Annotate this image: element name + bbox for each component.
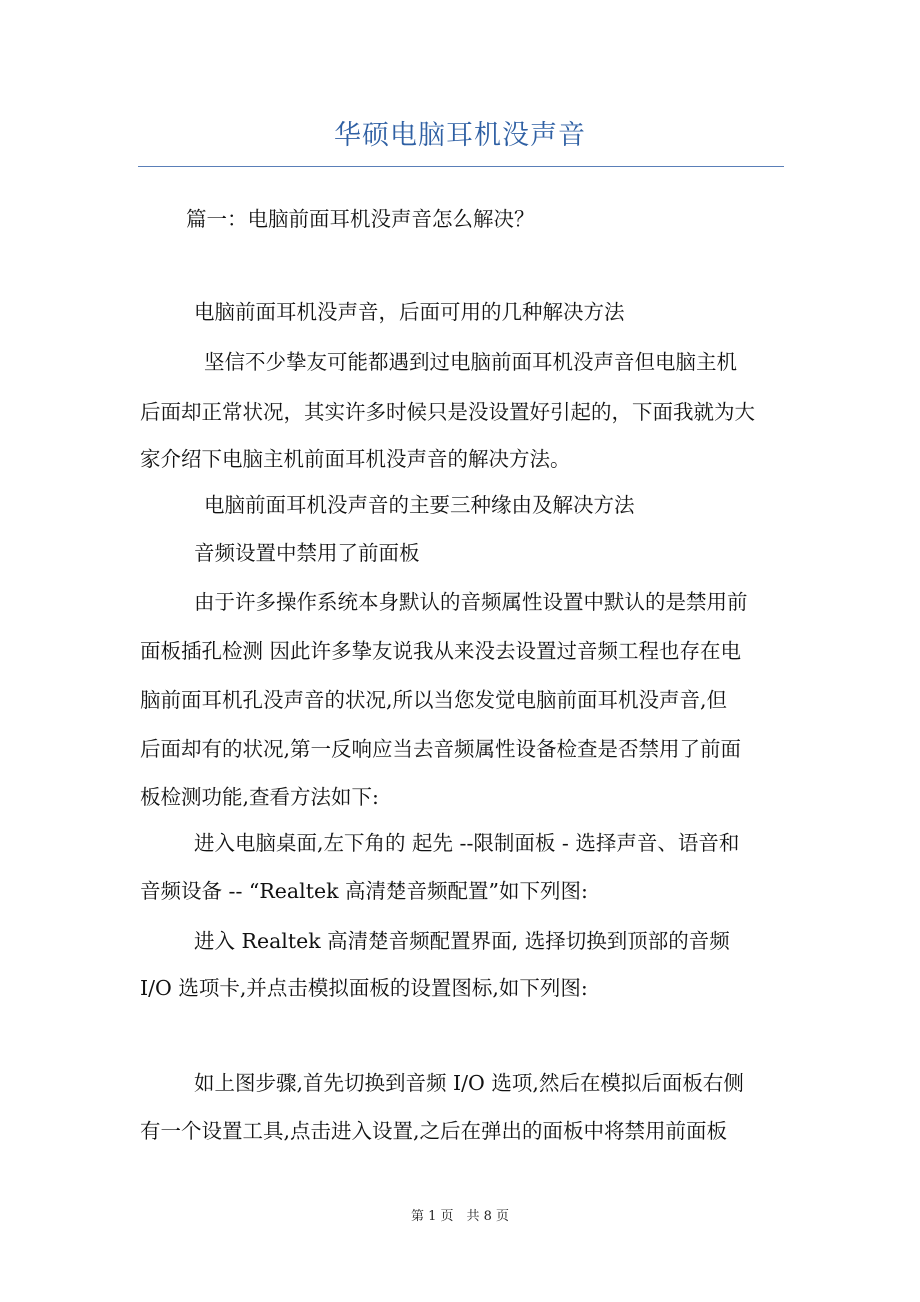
intro-line: 后面却正常状况，其实许多时候只是没设置好引起的，下面我就为大	[140, 400, 755, 424]
reason-line: 面板插孔检测 因此许多挚友说我从来没去设置过音频工程也存在电	[140, 639, 742, 663]
reasons-heading: 电脑前面耳机没声音的主要三种缘由及解决方法	[204, 493, 635, 517]
page-footer: 第 1 页 共 8 页	[410, 1209, 510, 1224]
reason-line: 脑前面耳机孔没声音的状况,所以当您发觉电脑前面耳机没声音,但	[140, 688, 728, 712]
title-divider	[138, 166, 784, 167]
document-title: 华硕电脑耳机没声音	[334, 120, 586, 151]
step-line: I/O 选项卡,并点击模拟面板的设置图标,如下列图:	[140, 976, 588, 1000]
reason-line: 后面却有的状况,第一反响应当去音频属性设备检查是否禁用了前面	[140, 737, 742, 761]
intro-line: 家介绍下电脑主机前面耳机没声音的解决方法。	[140, 447, 571, 471]
reason-line: 由于许多操作系统本身默认的音频属性设置中默认的是禁用前	[194, 590, 748, 614]
section-heading: 篇一：电脑前面耳机没声音怎么解决？	[186, 207, 535, 231]
intro-line: 坚信不少挚友可能都遇到过电脑前面耳机没声音但电脑主机	[204, 350, 737, 374]
reason-line: 板检测功能,查看方法如下:	[140, 785, 379, 809]
step-line: 进入 Realtek 高清楚音频配置界面, 选择切换到顶部的音频	[194, 929, 730, 953]
step-line: 进入电脑桌面,左下角的 起先 --限制面板 - 选择声音、语音和	[194, 831, 740, 855]
step-line: 音频设备 -- “Realtek 高清楚音频配置”如下列图:	[140, 879, 588, 903]
subheading: 电脑前面耳机没声音，后面可用的几种解决方法	[194, 300, 625, 324]
step-line: 有一个设置工具,点击进入设置,之后在弹出的面板中将禁用前面板	[140, 1119, 728, 1143]
step-line: 如上图步骤,首先切换到音频 I/O 选项,然后在模拟后面板右侧	[194, 1071, 744, 1095]
reason-title: 音频设置中禁用了前面板	[194, 541, 420, 565]
